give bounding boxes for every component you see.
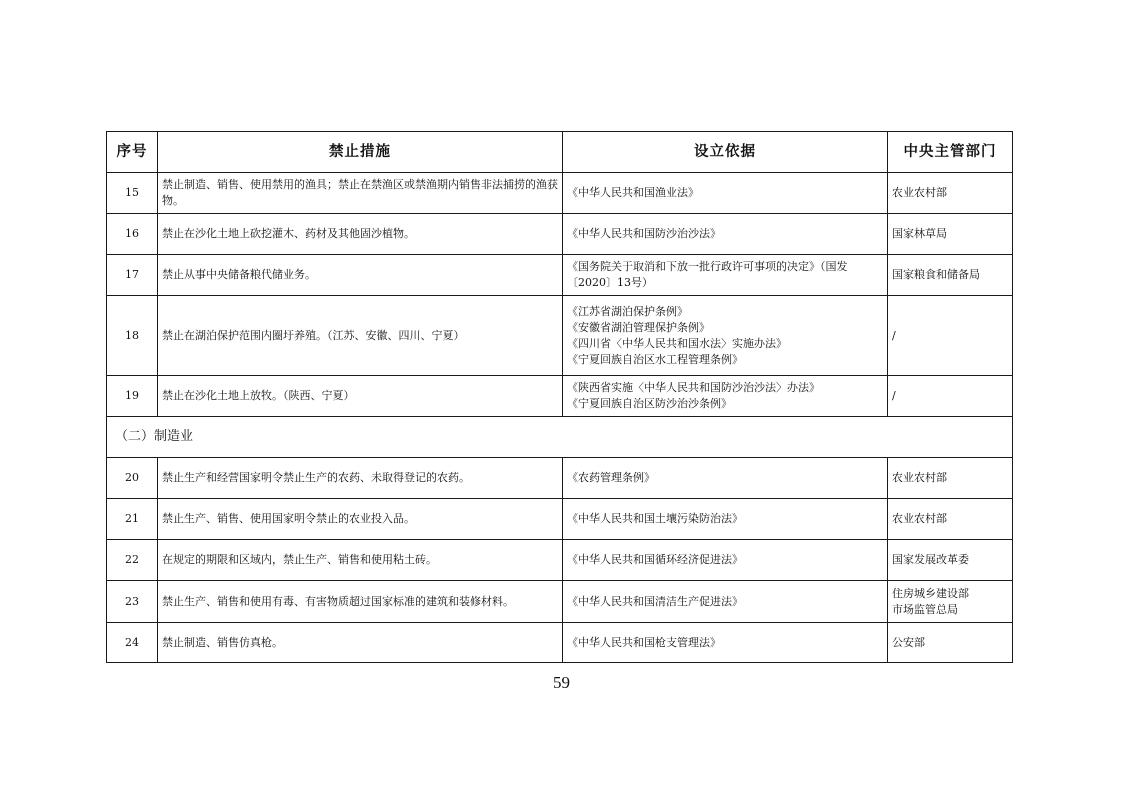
legal-basis-line: 《中华人民共和国清洁生产促进法》: [567, 594, 743, 608]
table-header-row: [107, 132, 1013, 173]
measure-text: 禁止在沙化土地上放牧。（陕西、宁夏）: [162, 389, 355, 402]
legal-basis-line: 《中华人民共和国渔业法》: [567, 186, 699, 199]
row-prohibited-measure: [158, 458, 563, 499]
table-body: [107, 173, 1013, 663]
measure-text: 在规定的期限和区域内，禁止生产、销售和使用粘土砖。: [162, 553, 437, 566]
header-serial-number: 序号: [107, 132, 158, 173]
department-line: /: [892, 389, 896, 402]
row-legal-basis: [563, 581, 888, 623]
row-serial-number: 19: [107, 376, 158, 417]
row-serial-number: 18: [107, 296, 158, 376]
row-serial-number: 24: [107, 623, 158, 663]
row-central-department: [888, 255, 1013, 296]
row-serial-number: 23: [107, 581, 158, 623]
legal-basis-line: 《宁夏回族自治区防沙治沙条例》: [567, 397, 732, 410]
table-row: [107, 458, 1013, 499]
department-line: 住房城乡建设部: [892, 586, 969, 600]
table-row: [107, 296, 1013, 376]
department-line: 农业农村部: [892, 186, 947, 199]
row-central-department: [888, 296, 1013, 376]
row-legal-basis: [563, 376, 888, 417]
row-legal-basis: [563, 296, 888, 376]
row-serial-number: 15: [107, 173, 158, 214]
row-central-department: [888, 499, 1013, 540]
row-prohibited-measure: [158, 499, 563, 540]
row-serial-number: 22: [107, 540, 158, 581]
table-row: [107, 623, 1013, 663]
measure-text: 禁止生产、销售、使用国家明令禁止的农业投入品。: [162, 512, 415, 525]
row-serial-number: 21: [107, 499, 158, 540]
row-legal-basis: [563, 623, 888, 663]
row-central-department: [888, 376, 1013, 417]
row-central-department: [888, 540, 1013, 581]
legal-basis-line: 〔2020〕13号）: [567, 276, 653, 289]
measure-text: 禁止制造、销售、使用禁用的渔具；禁止在禁渔区或禁渔期内销售非法捕捞的渔获物。: [162, 178, 558, 207]
row-central-department: [888, 581, 1013, 623]
department-line: 国家粮食和储备局: [892, 268, 980, 281]
table-row: [107, 499, 1013, 540]
page-number: 59: [553, 673, 570, 692]
row-legal-basis: [563, 499, 888, 540]
measure-text: 禁止从事中央储备粮代储业务。: [162, 268, 316, 281]
header-central-department: 中央主管部门: [888, 132, 1013, 173]
row-prohibited-measure: [158, 296, 563, 376]
row-central-department: [888, 458, 1013, 499]
header-legal-basis: 设立依据: [563, 132, 888, 173]
table-row: [107, 173, 1013, 214]
legal-basis-line: 《中华人民共和国防沙治沙法》: [567, 227, 721, 240]
row-serial-number: 20: [107, 458, 158, 499]
legal-basis-line: 《宁夏回族自治区水工程管理条例》: [567, 352, 743, 366]
legal-basis-line: 《陕西省实施〈中华人民共和国防沙治沙法〉办法》: [567, 381, 820, 394]
table-row: [107, 255, 1013, 296]
row-central-department: [888, 623, 1013, 663]
legal-basis-line: 《中华人民共和国枪支管理法》: [567, 635, 721, 649]
legal-basis-line: 《江苏省湖泊保护条例》: [567, 304, 688, 318]
legal-basis-line: 《四川省〈中华人民共和国水法〉实施办法》: [567, 336, 787, 350]
table-row: [107, 376, 1013, 417]
table-row: [107, 214, 1013, 255]
department-line: 公安部: [892, 635, 925, 649]
section-row: [107, 417, 1013, 458]
row-central-department: [888, 214, 1013, 255]
measure-text: 禁止制造、销售仿真枪。: [162, 635, 283, 649]
measure-text: 禁止生产、销售和使用有毒、有害物质超过国家标准的建筑和装修材料。: [162, 594, 514, 608]
header-prohibited-measure: 禁止措施: [158, 132, 563, 173]
row-prohibited-measure: [158, 581, 563, 623]
legal-basis-line: 《国务院关于取消和下放一批行政许可事项的决定》（国发: [567, 260, 848, 273]
legal-basis-line: 《中华人民共和国土壤污染防治法》: [567, 512, 743, 525]
row-prohibited-measure: [158, 255, 563, 296]
row-prohibited-measure: [158, 214, 563, 255]
row-serial-number: 16: [107, 214, 158, 255]
department-line: 市场监管总局: [892, 602, 958, 616]
department-line: 农业农村部: [892, 471, 947, 484]
row-prohibited-measure: [158, 173, 563, 214]
row-prohibited-measure: [158, 376, 563, 417]
row-legal-basis: [563, 214, 888, 255]
row-legal-basis: [563, 458, 888, 499]
measure-text: 禁止在湖泊保护范围内圈圩养殖。（江苏、安徽、四川、宁夏）: [162, 328, 465, 342]
row-prohibited-measure: [158, 540, 563, 581]
regulation-table: [106, 131, 1013, 663]
section-heading-manufacturing: （二）制造业: [107, 417, 1013, 458]
department-line: 国家发展改革委: [892, 553, 969, 566]
row-serial-number: 17: [107, 255, 158, 296]
legal-basis-line: 《农药管理条例》: [567, 471, 655, 484]
measure-text: 禁止生产和经营国家明令禁止生产的农药、未取得登记的农药。: [162, 471, 470, 484]
table-row: [107, 540, 1013, 581]
row-legal-basis: [563, 540, 888, 581]
table-row: [107, 581, 1013, 623]
row-legal-basis: [563, 255, 888, 296]
department-line: 农业农村部: [892, 512, 947, 525]
department-line: 国家林草局: [892, 227, 947, 240]
department-line: /: [892, 328, 896, 342]
row-legal-basis: [563, 173, 888, 214]
row-prohibited-measure: [158, 623, 563, 663]
legal-basis-line: 《中华人民共和国循环经济促进法》: [567, 553, 743, 566]
row-central-department: [888, 173, 1013, 214]
legal-basis-line: 《安徽省湖泊管理保护条例》: [567, 320, 710, 334]
measure-text: 禁止在沙化土地上砍挖灌木、药材及其他固沙植物。: [162, 227, 415, 240]
